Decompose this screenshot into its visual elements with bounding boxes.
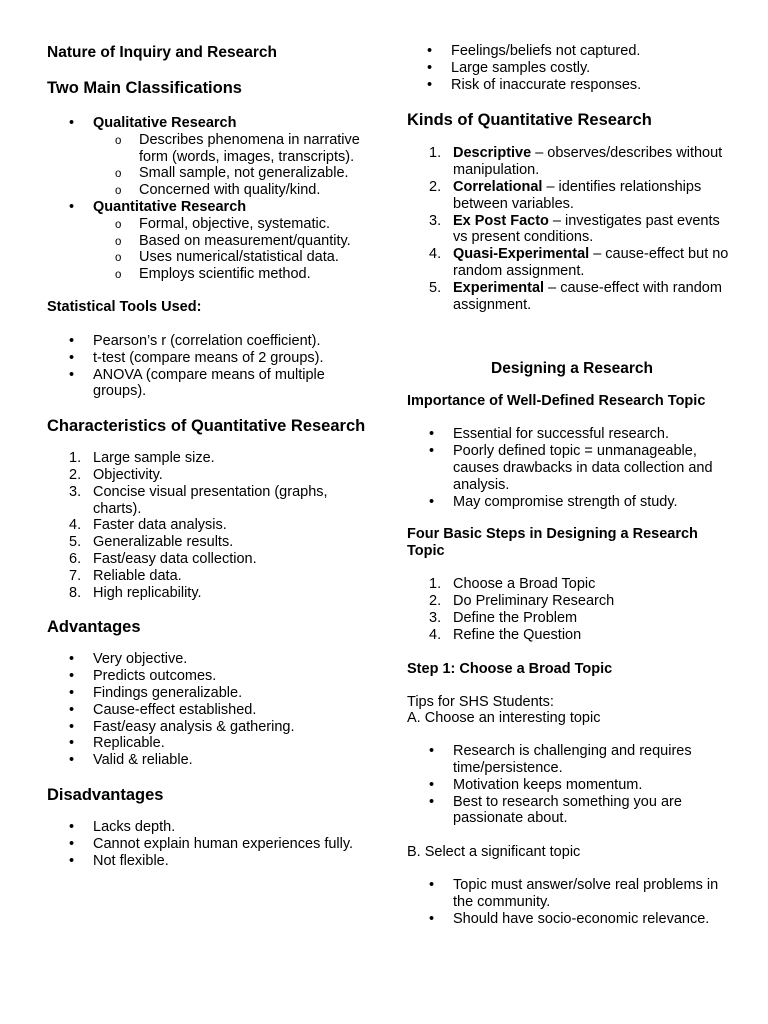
tip-b-list xyxy=(407,877,737,927)
list-item: o Employs scientific method. xyxy=(93,266,367,283)
list-item: o Concerned with quality/kind. xyxy=(93,182,367,199)
steps-list xyxy=(407,576,737,643)
list-item: 4. Quasi-Experimental – cause-effect but no random assignment. xyxy=(429,246,729,279)
tools-heading: Statistical Tools Used: xyxy=(47,298,202,315)
list-item: 8. High replicability. xyxy=(69,584,202,601)
list-item: 7. Reliable data. xyxy=(69,567,182,584)
tools-list xyxy=(47,333,367,400)
list-item: 2. Do Preliminary Research xyxy=(429,593,615,610)
classification-name: Qualitative Research xyxy=(93,115,237,131)
list-item: • Topic must answer/solve real problems in the community. xyxy=(407,877,737,911)
list-item: • Poorly defined topic = unmanageable, causes drawbacks in data collection and analysis. xyxy=(407,443,737,493)
designing-heading: Designing a Research xyxy=(491,360,653,378)
list-item: • Feelings/beliefs not captured. xyxy=(405,43,737,60)
list-item: • t-test (compare means of 2 groups). xyxy=(47,350,367,367)
list-item: • Should have socio-economic relevance. xyxy=(407,911,737,928)
right-column xyxy=(407,0,737,927)
page-title: Nature of Inquiry and Research xyxy=(47,44,277,61)
left-column xyxy=(47,0,367,869)
list-item: 5. Experimental – cause-effect with random assignment. xyxy=(429,279,722,313)
list-item: 1. Large sample size. xyxy=(69,450,215,467)
list-item: • Lacks depth. xyxy=(47,819,367,836)
list-item: • Not flexible. xyxy=(47,853,367,870)
importance-list xyxy=(407,426,737,510)
list-item: 4. Refine the Question xyxy=(429,626,582,643)
list-item: • Findings generalizable. xyxy=(47,685,367,702)
list-item: • Cause-effect established. xyxy=(47,702,367,719)
disadvantages-continued-list xyxy=(405,43,737,93)
list-item: • Motivation keeps momentum. xyxy=(407,777,737,794)
list-item: • May compromise strength of study. xyxy=(407,494,737,511)
list-item: • Large samples costly. xyxy=(405,60,737,77)
importance-heading: Importance of Well-Defined Research Topic xyxy=(407,393,706,410)
list-item: o Uses numerical/statistical data. xyxy=(93,249,367,266)
tip-a-list xyxy=(407,743,737,827)
disadvantages-heading: Disadvantages xyxy=(47,785,164,804)
list-item: 3. Define the Problem xyxy=(429,609,578,626)
list-item: • Risk of inaccurate responses. xyxy=(405,77,737,94)
tips-label: Tips for SHS Students: xyxy=(407,693,554,710)
list-item: o Describes phenomena in narrative form (words, images, transcripts). xyxy=(93,132,367,166)
list-item: • Essential for successful research. xyxy=(407,426,737,443)
advantages-list xyxy=(47,651,367,769)
list-item: • Very objective. xyxy=(47,651,367,668)
tip-a: A. Choose an interesting topic xyxy=(407,710,601,727)
disadvantages-list xyxy=(47,819,367,869)
sub-list xyxy=(93,216,367,283)
list-item: o Based on measurement/quantity. xyxy=(93,233,367,250)
list-item: 1. Descriptive – observes/describes without manipulation. xyxy=(429,145,723,179)
list-item: • Fast/easy analysis & gathering. xyxy=(47,719,367,736)
list-item: 3. Concise visual presentation (graphs, charts). xyxy=(69,483,328,517)
list-item: o Small sample, not generalizable. xyxy=(93,165,367,182)
list-item: • Best to research something you are passionate about. xyxy=(407,794,737,828)
list-item xyxy=(47,199,367,283)
list-item xyxy=(47,115,367,199)
list-item: • Research is challenging and requires time/persistence. xyxy=(407,743,737,777)
kinds-list xyxy=(407,145,737,313)
step1-heading: Step 1: Choose a Broad Topic xyxy=(407,660,613,677)
list-item: 2. Objectivity. xyxy=(69,466,163,483)
kinds-heading: Kinds of Quantitative Research xyxy=(407,111,652,130)
list-item: • Cannot explain human experiences fully. xyxy=(47,836,367,853)
list-item: 6. Fast/easy data collection. xyxy=(69,550,257,567)
list-item: • Pearson’s r (correlation coefficient). xyxy=(47,333,367,350)
classifications-heading: Two Main Classifications xyxy=(47,79,242,97)
steps-heading: Four Basic Steps in Designing a Research Topic xyxy=(407,526,698,560)
classifications-list xyxy=(47,115,367,283)
list-item: • Replicable. xyxy=(47,735,367,752)
list-item: 3. Ex Post Facto – investigates past events vs present conditions. xyxy=(429,212,720,246)
list-item: 4. Faster data analysis. xyxy=(69,517,227,534)
characteristics-list xyxy=(47,450,367,601)
sub-list xyxy=(93,132,367,199)
list-item: • Valid & reliable. xyxy=(47,752,367,769)
list-item: 5. Generalizable results. xyxy=(69,534,234,551)
classification-name: Quantitative Research xyxy=(93,198,247,215)
list-item: 1. Choose a Broad Topic xyxy=(429,576,596,593)
list-item: o Formal, objective, systematic. xyxy=(93,216,367,233)
characteristics-heading: Characteristics of Quantitative Research xyxy=(47,417,366,436)
list-item: • Predicts outcomes. xyxy=(47,668,367,685)
list-item: • ANOVA (compare means of multiple groups). xyxy=(47,367,367,401)
list-item: 2. Correlational – identifies relationships between variables. xyxy=(429,178,702,212)
tip-b: B. Select a significant topic xyxy=(407,844,581,861)
advantages-heading: Advantages xyxy=(47,618,141,637)
